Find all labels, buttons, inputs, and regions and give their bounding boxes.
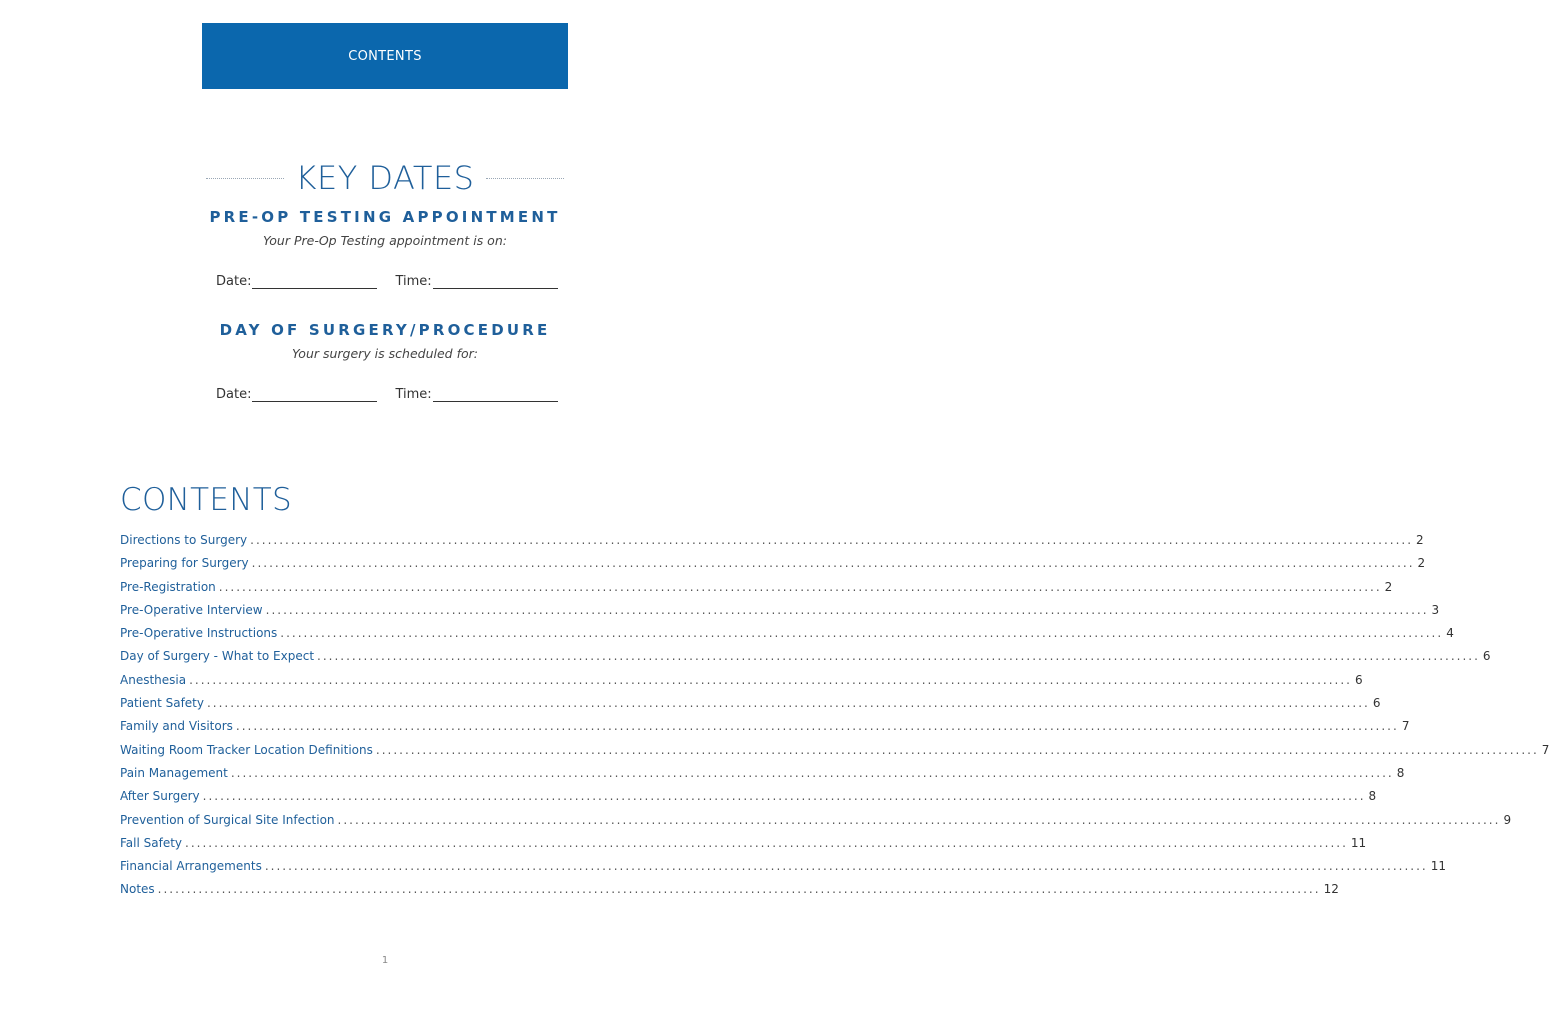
toc-leader: ........................................................................................................................................................................................................	[235, 719, 1399, 734]
surgery-subtitle: Your surgery is scheduled for:	[292, 346, 478, 361]
toc-item-page: 2	[1416, 533, 1424, 547]
toc-leader: ........................................................................................................................................................................................................	[280, 626, 1444, 641]
toc-leader: ........................................................................................................................................................................................................	[251, 556, 1415, 571]
toc-item-label: Fall Safety	[120, 835, 183, 850]
toc-item-page: 6	[1354, 672, 1363, 687]
toc-item-label: Pre-Operative Interview	[120, 602, 263, 617]
toc-item-label: After Surgery	[120, 789, 200, 804]
contents-banner	[202, 23, 568, 89]
toc-leader: ........................................................................................................................................................................................................	[206, 696, 1370, 711]
toc-item-label: Notes	[120, 882, 155, 897]
toc-item-page: 2	[1384, 579, 1393, 594]
toc-item[interactable]	[120, 579, 1393, 603]
toc-item-label: Prevention of Surgical Site Infection	[120, 812, 335, 827]
toc-item[interactable]	[120, 742, 1549, 766]
toc-leader: ........................................................................................................................................................................................................	[250, 533, 1414, 547]
key-dates-title: KEY DATES	[295, 159, 475, 197]
toc-item[interactable]	[120, 765, 1405, 789]
surgery-date-field[interactable]	[216, 387, 377, 402]
toc-item-page: 7	[1541, 742, 1549, 757]
toc-item-label: Pain Management	[120, 765, 228, 780]
toc-item[interactable]	[120, 556, 1426, 579]
toc-leader: ........................................................................................................................................................................................................	[202, 789, 1366, 804]
toc-leader: ........................................................................................................................................................................................................	[265, 602, 1429, 617]
surgery-time-field[interactable]	[395, 387, 557, 402]
toc-item[interactable]	[120, 719, 1410, 742]
toc-leader: ........................................................................................................................................................................................................	[264, 859, 1428, 874]
toc-item-label: Patient Safety	[120, 696, 204, 711]
toc-item[interactable]	[120, 696, 1381, 719]
toc-item-label: Waiting Room Tracker Location Definitions	[120, 742, 373, 757]
contents-title: CONTENTS	[120, 482, 292, 518]
toc-item[interactable]	[120, 602, 1440, 626]
toc-leader: ........................................................................................................................................................................................................	[230, 765, 1394, 780]
banner-label: CONTENTS	[348, 48, 422, 64]
surgery-date-label: Date:	[216, 387, 252, 402]
preop-date-field[interactable]	[216, 274, 377, 289]
table-of-contents	[120, 533, 1549, 906]
toc-item-label: Anesthesia	[120, 672, 187, 687]
toc-item-page: 2	[1417, 556, 1426, 571]
toc-item-label: Day of Surgery - What to Expect	[120, 649, 315, 664]
toc-item[interactable]	[120, 672, 1363, 696]
toc-item[interactable]	[120, 533, 1424, 556]
page-number: 1	[381, 955, 389, 966]
toc-item[interactable]	[120, 649, 1491, 672]
toc-item[interactable]	[120, 626, 1454, 649]
toc-leader: ........................................................................................................................................................................................................	[157, 882, 1321, 897]
toc-item-page: 6	[1482, 649, 1491, 664]
toc-item-label: Pre-Operative Instructions	[120, 626, 278, 641]
toc-item-page: 11	[1430, 859, 1446, 874]
toc-item-label: Pre-Registration	[120, 579, 216, 594]
surgery-date-blank[interactable]	[252, 389, 377, 402]
toc-leader: ........................................................................................................................................................................................................	[185, 835, 1348, 850]
toc-item-page: 8	[1396, 765, 1405, 780]
toc-item-page: 8	[1368, 789, 1377, 804]
preop-time-blank[interactable]	[433, 276, 558, 289]
toc-item[interactable]	[120, 812, 1512, 836]
toc-leader: ........................................................................................................................................................................................................	[218, 579, 1382, 594]
preop-fields	[216, 274, 556, 289]
preop-date-label: Date:	[216, 274, 252, 289]
surgery-heading: DAY OF SURGERY/PROCEDURE	[219, 321, 551, 339]
toc-item-page: 9	[1503, 812, 1512, 827]
toc-leader: ........................................................................................................................................................................................................	[189, 672, 1352, 687]
toc-leader: ........................................................................................................................................................................................................	[375, 742, 1539, 757]
toc-item-page: 12	[1323, 882, 1339, 897]
toc-leader: ........................................................................................................................................................................................................	[337, 812, 1501, 827]
preop-time-label: Time:	[395, 274, 432, 289]
toc-item[interactable]	[120, 882, 1339, 905]
toc-item-page: 7	[1401, 719, 1410, 734]
surgery-time-blank[interactable]	[433, 389, 558, 402]
toc-item-page: 6	[1372, 696, 1381, 711]
toc-item-label: Family and Visitors	[120, 719, 233, 734]
toc-item-label: Preparing for Surgery	[120, 556, 249, 571]
toc-item[interactable]	[120, 835, 1367, 859]
surgery-fields	[216, 387, 556, 402]
toc-item[interactable]	[120, 859, 1446, 882]
right-divider	[486, 178, 564, 179]
toc-item-label: Directions to Surgery	[120, 533, 248, 547]
toc-item-label: Financial Arrangements	[120, 859, 262, 874]
toc-item-page: 4	[1446, 626, 1454, 641]
toc-item-page: 11	[1350, 835, 1367, 850]
preop-date-blank[interactable]	[252, 276, 377, 289]
preop-heading: PRE-OP TESTING APPOINTMENT	[209, 208, 561, 226]
toc-item[interactable]	[120, 789, 1377, 812]
toc-leader: ........................................................................................................................................................................................................	[317, 649, 1480, 664]
surgery-time-label: Time:	[395, 387, 432, 402]
preop-time-field[interactable]	[395, 274, 557, 289]
preop-subtitle: Your Pre-Op Testing appointment is on:	[263, 233, 507, 248]
left-divider	[206, 178, 284, 179]
key-dates-header	[206, 156, 564, 200]
toc-item-page: 3	[1431, 602, 1440, 617]
